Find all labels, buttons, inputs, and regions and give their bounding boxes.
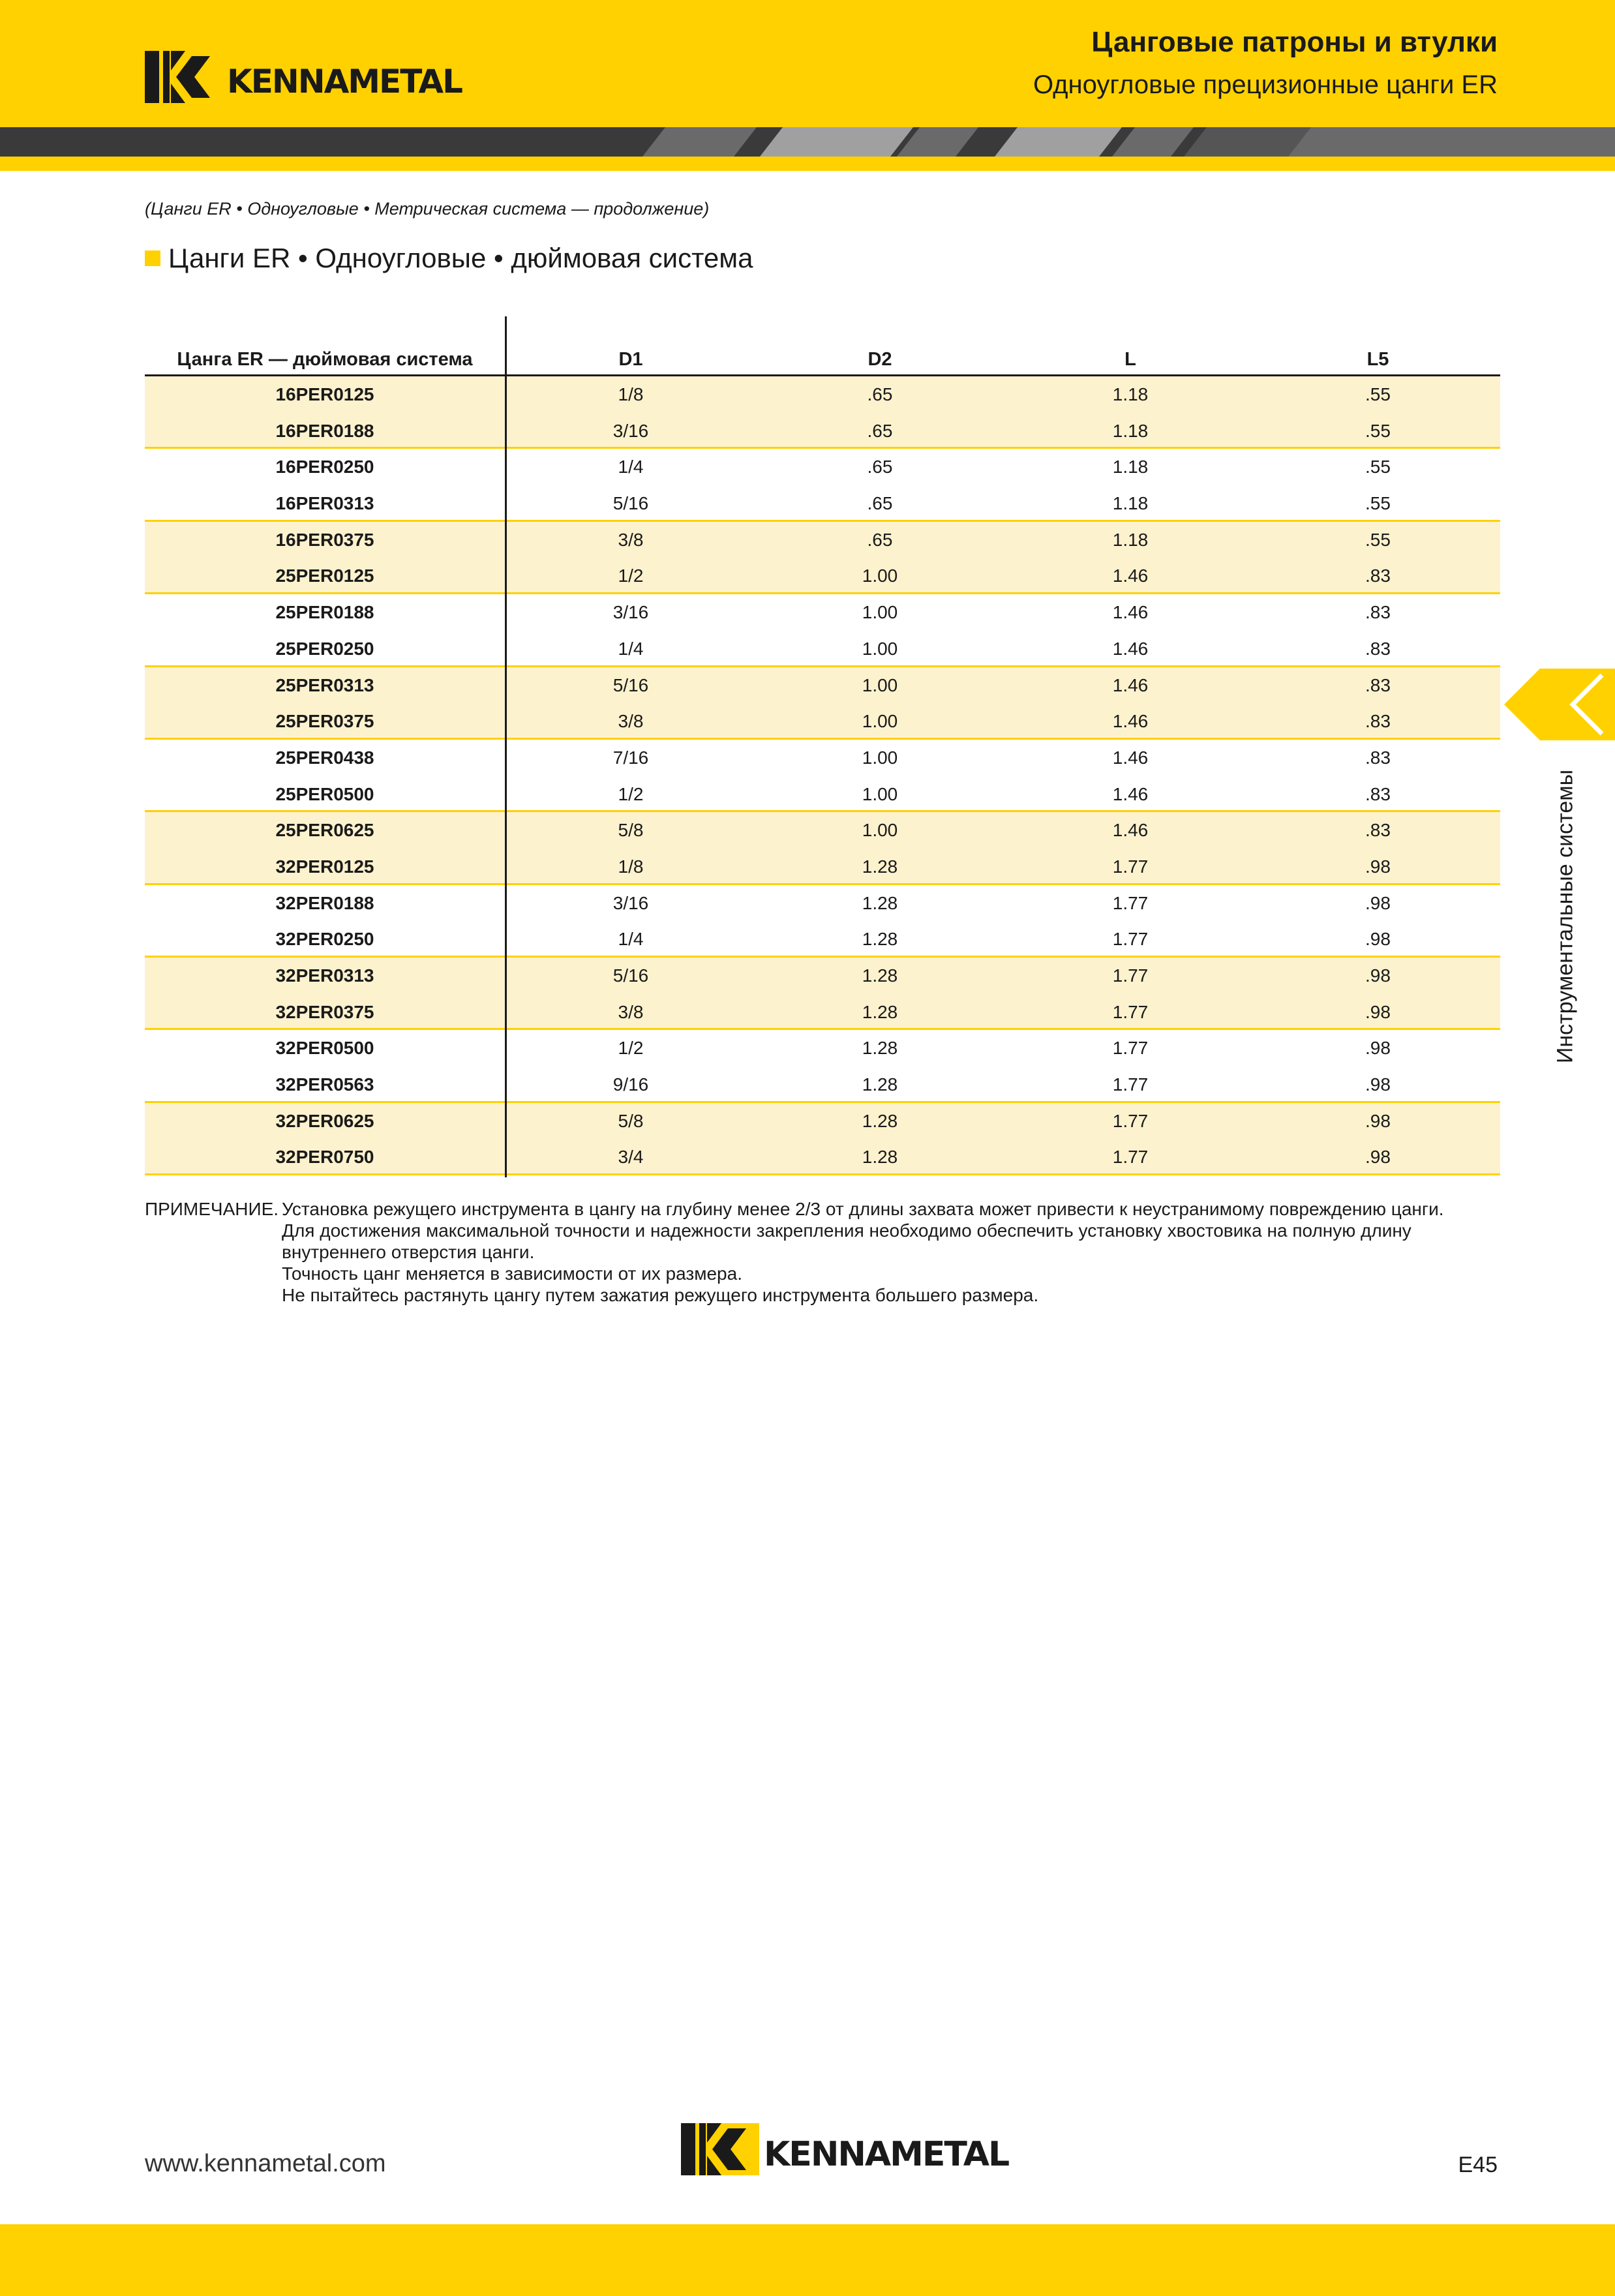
d2-value: 1.00 [862,783,898,804]
d1-value: 1/2 [618,1038,644,1059]
d2-value: 1.00 [862,711,898,732]
header-stripe [0,127,1615,157]
l-value: 1.77 [1112,1074,1149,1095]
l5-value: .98 [1365,929,1391,950]
d2-value: 1.00 [862,566,898,586]
header-d2: D2 [868,349,892,370]
l5-value: .98 [1365,1147,1391,1168]
table-row [145,776,1500,813]
l-value: 1.18 [1112,420,1149,441]
l5-value: .83 [1365,602,1391,623]
l5-value: .98 [1365,1038,1391,1059]
l-value: 1.18 [1112,493,1149,514]
table-row [145,376,1500,413]
collet-code: 32PER0250 [275,929,374,950]
kennametal-k-icon [145,51,223,103]
header-d1: D1 [618,349,643,370]
side-tab-chevron-icon[interactable] [1504,669,1615,740]
collet-code: 25PER0625 [275,820,374,841]
l-value: 1.46 [1112,566,1149,586]
d2-value: 1.28 [862,1038,898,1059]
l-value: 1.18 [1112,529,1149,550]
l5-value: .55 [1365,457,1391,477]
table-row [145,558,1500,594]
collet-code: 32PER0375 [275,1001,374,1022]
d1-value: 1/4 [618,457,644,477]
d1-value: 1/8 [618,384,644,404]
d1-value: 1/8 [618,856,644,877]
page-number: E45 [1458,2152,1498,2177]
d2-value: 1.28 [862,1001,898,1022]
l5-value: .98 [1365,856,1391,877]
l5-value: .55 [1365,384,1391,404]
collet-code: 32PER0625 [275,1110,374,1131]
kennametal-logo [145,51,462,103]
note-line: Установка режущего инструмента в цангу на глубину менее 2/3 от длины захвата может привести к неустранимому повреждению цанги. [282,1199,1444,1219]
section-square-icon [145,250,160,266]
table-row [145,885,1500,922]
l5-value: .55 [1365,420,1391,441]
l-value: 1.77 [1112,1110,1149,1131]
d1-value: 5/16 [612,674,649,695]
l-value: 1.18 [1112,384,1149,404]
l-value: 1.77 [1112,1147,1149,1168]
collet-code: 32PER0125 [275,856,374,877]
d2-value: .65 [867,529,893,550]
section-title [145,243,753,274]
l-value: 1.77 [1112,1038,1149,1059]
d2-value: 1.28 [862,965,898,986]
collet-code: 32PER0313 [275,965,374,986]
d2-value: 1.28 [862,856,898,877]
d1-value: 1/4 [618,638,644,659]
note-line: Точность цанг меняется в зависимости от их размера. [282,1263,742,1284]
l-value: 1.77 [1112,1001,1149,1022]
l-value: 1.18 [1112,457,1149,477]
d1-value: 5/16 [612,965,649,986]
table-row [145,485,1500,522]
l5-value: .98 [1365,1074,1391,1095]
l-value: 1.77 [1112,965,1149,986]
l5-value: .83 [1365,747,1391,768]
d1-value: 7/16 [612,747,649,768]
collet-code: 25PER0500 [275,783,374,804]
table-row [145,849,1500,885]
d2-value: 1.00 [862,638,898,659]
table-row [145,812,1500,849]
table-row [145,958,1500,994]
l-value: 1.46 [1112,638,1149,659]
d2-value: .65 [867,420,893,441]
d2-value: .65 [867,457,893,477]
l5-value: .83 [1365,711,1391,732]
page-title: Цанговые патроны и втулки [1091,26,1498,58]
d2-value: .65 [867,384,893,404]
l-value: 1.46 [1112,711,1149,732]
footer-bar [0,2224,1615,2296]
collet-code: 16PER0313 [275,493,374,514]
d2-value: 1.28 [862,892,898,913]
table-row [145,703,1500,740]
collet-code: 25PER0438 [275,747,374,768]
collet-code: 32PER0563 [275,1074,374,1095]
brand-wordmark: KENNAMETAL [227,63,462,100]
note-line: Не пытайтесь растянуть цангу путем зажатия режущего инструмента большего размера. [282,1285,1039,1305]
table-row [145,667,1500,704]
l5-value: .83 [1365,820,1391,841]
table-row [145,1139,1500,1175]
d2-value: .65 [867,493,893,514]
collet-code: 16PER0375 [275,529,374,550]
table-row [145,449,1500,485]
l-value: 1.46 [1112,674,1149,695]
table-row [145,1066,1500,1103]
collet-code: 25PER0375 [275,711,374,732]
d1-value: 9/16 [612,1074,649,1095]
d1-value: 3/16 [612,420,649,441]
page-header [0,0,1615,127]
d1-value: 5/16 [612,493,649,514]
d1-value: 3/4 [618,1147,644,1168]
collet-code: 16PER0250 [275,457,374,477]
l-value: 1.77 [1112,856,1149,877]
l5-value: .83 [1365,638,1391,659]
collet-code: 32PER0750 [275,1147,374,1168]
d1-value: 1/2 [618,783,644,804]
header-accent-line [0,157,1615,171]
d1-value: 5/8 [618,820,644,841]
l5-value: .98 [1365,892,1391,913]
l5-value: .55 [1365,529,1391,550]
footer-kennametal-logo [680,2123,1008,2175]
d2-value: 1.00 [862,747,898,768]
column-divider [505,316,507,1177]
note-line: внутреннего отверстия цанги. [282,1242,535,1262]
table-row [145,522,1500,558]
footer-url[interactable]: www.kennametal.com [145,2150,386,2177]
l-value: 1.77 [1112,892,1149,913]
l-value: 1.77 [1112,929,1149,950]
l5-value: .83 [1365,674,1391,695]
table-row [145,740,1500,776]
table-row [145,994,1500,1031]
collet-code: 25PER0313 [275,674,374,695]
d2-value: 1.00 [862,820,898,841]
l-value: 1.46 [1112,783,1149,804]
l5-value: .98 [1365,1110,1391,1131]
collet-code: 25PER0125 [275,566,374,586]
header-l: L [1124,349,1136,370]
l-value: 1.46 [1112,820,1149,841]
collet-code: 25PER0250 [275,638,374,659]
table-row [145,413,1500,449]
d2-value: 1.28 [862,1110,898,1131]
l5-value: .83 [1365,783,1391,804]
header-l5: L5 [1366,349,1389,370]
note-label: ПРИМЕЧАНИЕ. [145,1199,279,1219]
d2-value: 1.00 [862,674,898,695]
collet-code: 16PER0188 [275,420,374,441]
collet-code: 32PER0500 [275,1038,374,1059]
footer-brand-wordmark: KENNAMETAL [764,2135,1009,2174]
d2-value: 1.28 [862,1074,898,1095]
d1-value: 3/8 [618,711,644,732]
d1-value: 3/8 [618,1001,644,1022]
section-title-text: Цанги ER • Одноугловые • дюймовая система [168,243,753,273]
kennametal-k-icon [680,2123,760,2175]
note-text [282,1198,1444,1306]
d1-value: 3/16 [612,602,649,623]
table-body [145,376,1500,1175]
d2-value: 1.00 [862,602,898,623]
table-row [145,631,1500,667]
d1-value: 5/8 [618,1110,644,1131]
collet-code: 25PER0188 [275,602,374,623]
l5-value: .55 [1365,493,1391,514]
continuation-note: (Цанги ER • Одноугловые • Метрическая система — продолжение) [145,199,710,219]
header-collet: Цанга ER — дюймовая система [177,349,473,370]
d2-value: 1.28 [862,929,898,950]
table-row [145,594,1500,631]
l5-value: .83 [1365,566,1391,586]
collet-code: 32PER0188 [275,892,374,913]
note-line: Для достижения максимальной точности и надежности закрепления необходимо обеспечить установку хвостовика на полную длину [282,1220,1411,1241]
d1-value: 1/4 [618,929,644,950]
side-tab-label: Инструментальные системы [1552,769,1578,1064]
table-row [145,1030,1500,1066]
table-header [145,316,1500,376]
table-row [145,921,1500,958]
l5-value: .98 [1365,1001,1391,1022]
d1-value: 1/2 [618,566,644,586]
l5-value: .98 [1365,965,1391,986]
d1-value: 3/8 [618,529,644,550]
collet-code: 16PER0125 [275,384,374,404]
d2-value: 1.28 [862,1147,898,1168]
page-subtitle: Одноугловые прецизионные цанги ER [1033,70,1498,99]
l-value: 1.46 [1112,602,1149,623]
l-value: 1.46 [1112,747,1149,768]
table-row [145,1103,1500,1140]
d1-value: 3/16 [612,892,649,913]
